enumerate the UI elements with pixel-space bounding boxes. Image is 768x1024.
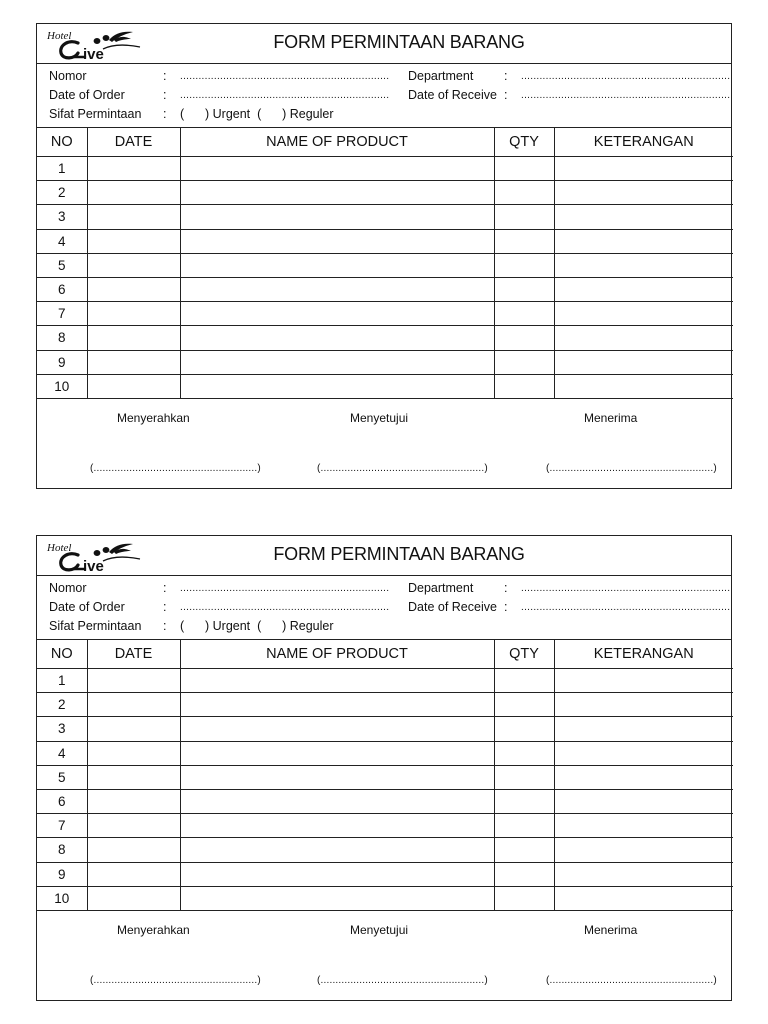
row-number: 7 bbox=[37, 302, 87, 326]
table-cell[interactable] bbox=[494, 277, 554, 301]
signature-section bbox=[37, 399, 731, 487]
signature-line[interactable]: (.......................................................) bbox=[90, 974, 261, 986]
table-row bbox=[37, 302, 733, 326]
table-cell[interactable] bbox=[554, 181, 733, 205]
table-cell[interactable] bbox=[494, 693, 554, 717]
table-cell[interactable] bbox=[554, 693, 733, 717]
table-cell[interactable] bbox=[87, 205, 180, 229]
row-number: 7 bbox=[37, 814, 87, 838]
date-receive-label: Date of Receive bbox=[408, 600, 497, 614]
table-row bbox=[37, 350, 733, 374]
table-cell[interactable] bbox=[87, 181, 180, 205]
column-header: KETERANGAN bbox=[554, 640, 733, 669]
table-cell[interactable] bbox=[554, 205, 733, 229]
date-order-field[interactable]: .................................................................... bbox=[180, 90, 390, 101]
table-cell[interactable] bbox=[87, 326, 180, 350]
table-row bbox=[37, 814, 733, 838]
date-receive-label: Date of Receive bbox=[408, 88, 497, 102]
signature-section bbox=[37, 911, 731, 999]
table-cell[interactable] bbox=[180, 886, 494, 910]
column-header: NAME OF PRODUCT bbox=[180, 128, 494, 157]
table-cell[interactable] bbox=[494, 741, 554, 765]
table-cell[interactable] bbox=[494, 157, 554, 181]
signature-role-menyetujui: Menyetujui bbox=[350, 410, 409, 425]
svg-text:Hotel: Hotel bbox=[47, 542, 72, 554]
row-number: 8 bbox=[37, 838, 87, 862]
table-cell[interactable] bbox=[494, 229, 554, 253]
row-number: 4 bbox=[37, 229, 87, 253]
column-header: DATE bbox=[87, 128, 180, 157]
table-cell[interactable] bbox=[554, 157, 733, 181]
table-cell[interactable] bbox=[554, 253, 733, 277]
table-cell[interactable] bbox=[87, 862, 180, 886]
table-cell[interactable] bbox=[494, 181, 554, 205]
sifat-permintaan-label: Sifat Permintaan bbox=[49, 619, 142, 633]
table-cell[interactable] bbox=[87, 350, 180, 374]
column-header: NO bbox=[37, 128, 87, 157]
table-row bbox=[37, 838, 733, 862]
table-cell[interactable] bbox=[494, 838, 554, 862]
row-number: 3 bbox=[37, 717, 87, 741]
table-cell[interactable] bbox=[554, 229, 733, 253]
table-cell[interactable] bbox=[554, 765, 733, 789]
table-cell[interactable] bbox=[180, 693, 494, 717]
form-info bbox=[37, 64, 731, 128]
table-cell[interactable] bbox=[494, 669, 554, 693]
signature-line[interactable]: (.......................................................) bbox=[546, 974, 717, 986]
nomor-field[interactable]: .................................................................... bbox=[180, 71, 390, 82]
table-cell[interactable] bbox=[180, 229, 494, 253]
colon: : bbox=[163, 619, 167, 633]
date-order-label: Date of Order bbox=[49, 88, 125, 102]
table-cell[interactable] bbox=[87, 253, 180, 277]
column-header: DATE bbox=[87, 640, 180, 669]
form-title: FORM PERMINTAAN BARANG bbox=[273, 32, 525, 52]
table-row bbox=[37, 326, 733, 350]
nomor-label: Nomor bbox=[49, 581, 87, 595]
table-cell[interactable] bbox=[87, 669, 180, 693]
table-cell[interactable] bbox=[180, 277, 494, 301]
table-cell[interactable] bbox=[554, 741, 733, 765]
table-row bbox=[37, 741, 733, 765]
table-row bbox=[37, 253, 733, 277]
table-cell[interactable] bbox=[554, 886, 733, 910]
column-header: KETERANGAN bbox=[554, 128, 733, 157]
table-cell[interactable] bbox=[494, 374, 554, 398]
table-cell[interactable] bbox=[494, 302, 554, 326]
table-row bbox=[37, 789, 733, 813]
table-cell[interactable] bbox=[87, 277, 180, 301]
table-cell[interactable] bbox=[87, 157, 180, 181]
table-cell[interactable] bbox=[494, 886, 554, 910]
table-cell[interactable] bbox=[494, 789, 554, 813]
items-table bbox=[37, 128, 733, 399]
table-cell[interactable] bbox=[87, 741, 180, 765]
table-cell[interactable] bbox=[87, 717, 180, 741]
table-cell[interactable] bbox=[494, 862, 554, 886]
table-cell[interactable] bbox=[180, 789, 494, 813]
table-cell[interactable] bbox=[87, 838, 180, 862]
table-cell[interactable] bbox=[554, 862, 733, 886]
signature-line[interactable]: (.......................................................) bbox=[546, 462, 717, 474]
request-form bbox=[36, 23, 732, 489]
colon: : bbox=[504, 69, 508, 83]
colon: : bbox=[163, 600, 167, 614]
row-number: 9 bbox=[37, 350, 87, 374]
table-cell[interactable] bbox=[180, 669, 494, 693]
svg-text:ive: ive bbox=[83, 558, 104, 573]
table-row bbox=[37, 886, 733, 910]
signature-role-menyerahkan: Menyerahkan bbox=[117, 410, 190, 425]
table-cell[interactable] bbox=[494, 717, 554, 741]
column-header: QTY bbox=[494, 128, 554, 157]
table-row bbox=[37, 157, 733, 181]
table-cell[interactable] bbox=[554, 277, 733, 301]
date-receive-field[interactable]: .................................................................... bbox=[521, 602, 731, 613]
table-body bbox=[37, 669, 733, 911]
table-cell[interactable] bbox=[180, 302, 494, 326]
row-number: 8 bbox=[37, 326, 87, 350]
urgency-options[interactable]: ( ) Urgent ( ) Reguler bbox=[180, 619, 334, 633]
sifat-permintaan-label: Sifat Permintaan bbox=[49, 107, 142, 121]
table-header-row bbox=[37, 640, 733, 669]
signature-role-menyerahkan: Menyerahkan bbox=[117, 922, 190, 937]
column-header: NAME OF PRODUCT bbox=[180, 640, 494, 669]
table-cell[interactable] bbox=[180, 326, 494, 350]
colon: : bbox=[504, 581, 508, 595]
table-cell[interactable] bbox=[180, 374, 494, 398]
table-cell[interactable] bbox=[494, 765, 554, 789]
row-number: 6 bbox=[37, 789, 87, 813]
table-cell[interactable] bbox=[554, 302, 733, 326]
svg-text:Hotel: Hotel bbox=[47, 30, 72, 42]
nomor-label: Nomor bbox=[49, 69, 87, 83]
colon: : bbox=[163, 107, 167, 121]
table-cell[interactable] bbox=[554, 838, 733, 862]
items-table bbox=[37, 640, 733, 911]
form-title: FORM PERMINTAAN BARANG bbox=[273, 544, 525, 564]
nomor-field[interactable]: .................................................................... bbox=[180, 583, 390, 594]
table-cell[interactable] bbox=[180, 862, 494, 886]
table-cell[interactable] bbox=[494, 205, 554, 229]
table-cell[interactable] bbox=[87, 229, 180, 253]
date-receive-field[interactable]: .................................................................... bbox=[521, 90, 731, 101]
table-cell[interactable] bbox=[180, 741, 494, 765]
table-cell[interactable] bbox=[180, 157, 494, 181]
table-row bbox=[37, 862, 733, 886]
table-cell[interactable] bbox=[180, 181, 494, 205]
request-form bbox=[36, 535, 732, 1001]
table-cell[interactable] bbox=[87, 814, 180, 838]
row-number: 5 bbox=[37, 253, 87, 277]
table-row bbox=[37, 693, 733, 717]
table-cell[interactable] bbox=[180, 253, 494, 277]
row-number: 4 bbox=[37, 741, 87, 765]
row-number: 6 bbox=[37, 277, 87, 301]
department-label: Department bbox=[408, 69, 474, 83]
table-row bbox=[37, 765, 733, 789]
date-order-label: Date of Order bbox=[49, 600, 125, 614]
signature-role-menerima: Menerima bbox=[584, 410, 638, 425]
signature-line[interactable]: (.......................................................) bbox=[90, 462, 261, 474]
svg-text:ive: ive bbox=[83, 46, 104, 61]
row-number: 3 bbox=[37, 205, 87, 229]
table-row bbox=[37, 229, 733, 253]
colon: : bbox=[163, 88, 167, 102]
table-cell[interactable] bbox=[87, 374, 180, 398]
row-number: 5 bbox=[37, 765, 87, 789]
table-cell[interactable] bbox=[554, 326, 733, 350]
table-cell[interactable] bbox=[180, 814, 494, 838]
row-number: 1 bbox=[37, 669, 87, 693]
table-row bbox=[37, 277, 733, 301]
form-header bbox=[37, 536, 731, 576]
table-header-row bbox=[37, 128, 733, 157]
table-cell[interactable] bbox=[180, 717, 494, 741]
table-cell[interactable] bbox=[554, 789, 733, 813]
table-cell[interactable] bbox=[554, 669, 733, 693]
signature-role-menerima: Menerima bbox=[584, 922, 638, 937]
column-header: NO bbox=[37, 640, 87, 669]
row-number: 2 bbox=[37, 693, 87, 717]
table-row bbox=[37, 181, 733, 205]
colon: : bbox=[163, 581, 167, 595]
table-cell[interactable] bbox=[87, 886, 180, 910]
department-field[interactable]: .................................................................... bbox=[521, 71, 731, 82]
column-header: QTY bbox=[494, 640, 554, 669]
table-cell[interactable] bbox=[554, 374, 733, 398]
table-row bbox=[37, 205, 733, 229]
department-field[interactable]: .................................................................... bbox=[521, 583, 731, 594]
table-cell[interactable] bbox=[494, 253, 554, 277]
signature-role-menyetujui: Menyetujui bbox=[350, 922, 409, 937]
table-cell[interactable] bbox=[180, 205, 494, 229]
table-cell[interactable] bbox=[494, 326, 554, 350]
form-info bbox=[37, 576, 731, 640]
table-cell[interactable] bbox=[87, 302, 180, 326]
table-body bbox=[37, 157, 733, 399]
table-row bbox=[37, 374, 733, 398]
table-cell[interactable] bbox=[180, 350, 494, 374]
table-cell[interactable] bbox=[180, 765, 494, 789]
department-label: Department bbox=[408, 581, 474, 595]
table-cell[interactable] bbox=[87, 765, 180, 789]
form-header bbox=[37, 24, 731, 64]
date-order-field[interactable]: .................................................................... bbox=[180, 602, 390, 613]
row-number: 10 bbox=[37, 374, 87, 398]
table-row bbox=[37, 717, 733, 741]
table-cell[interactable] bbox=[494, 814, 554, 838]
row-number: 2 bbox=[37, 181, 87, 205]
table-cell[interactable] bbox=[87, 789, 180, 813]
colon: : bbox=[163, 69, 167, 83]
colon: : bbox=[504, 88, 508, 102]
table-cell[interactable] bbox=[554, 814, 733, 838]
signature-line[interactable]: (.......................................................) bbox=[317, 974, 488, 986]
row-number: 1 bbox=[37, 157, 87, 181]
table-cell[interactable] bbox=[180, 838, 494, 862]
table-row bbox=[37, 669, 733, 693]
table-cell[interactable] bbox=[554, 717, 733, 741]
signature-line[interactable]: (.......................................................) bbox=[317, 462, 488, 474]
table-cell[interactable] bbox=[554, 350, 733, 374]
table-cell[interactable] bbox=[87, 693, 180, 717]
table-cell[interactable] bbox=[494, 350, 554, 374]
colon: : bbox=[504, 600, 508, 614]
row-number: 10 bbox=[37, 886, 87, 910]
row-number: 9 bbox=[37, 862, 87, 886]
urgency-options[interactable]: ( ) Urgent ( ) Reguler bbox=[180, 107, 334, 121]
